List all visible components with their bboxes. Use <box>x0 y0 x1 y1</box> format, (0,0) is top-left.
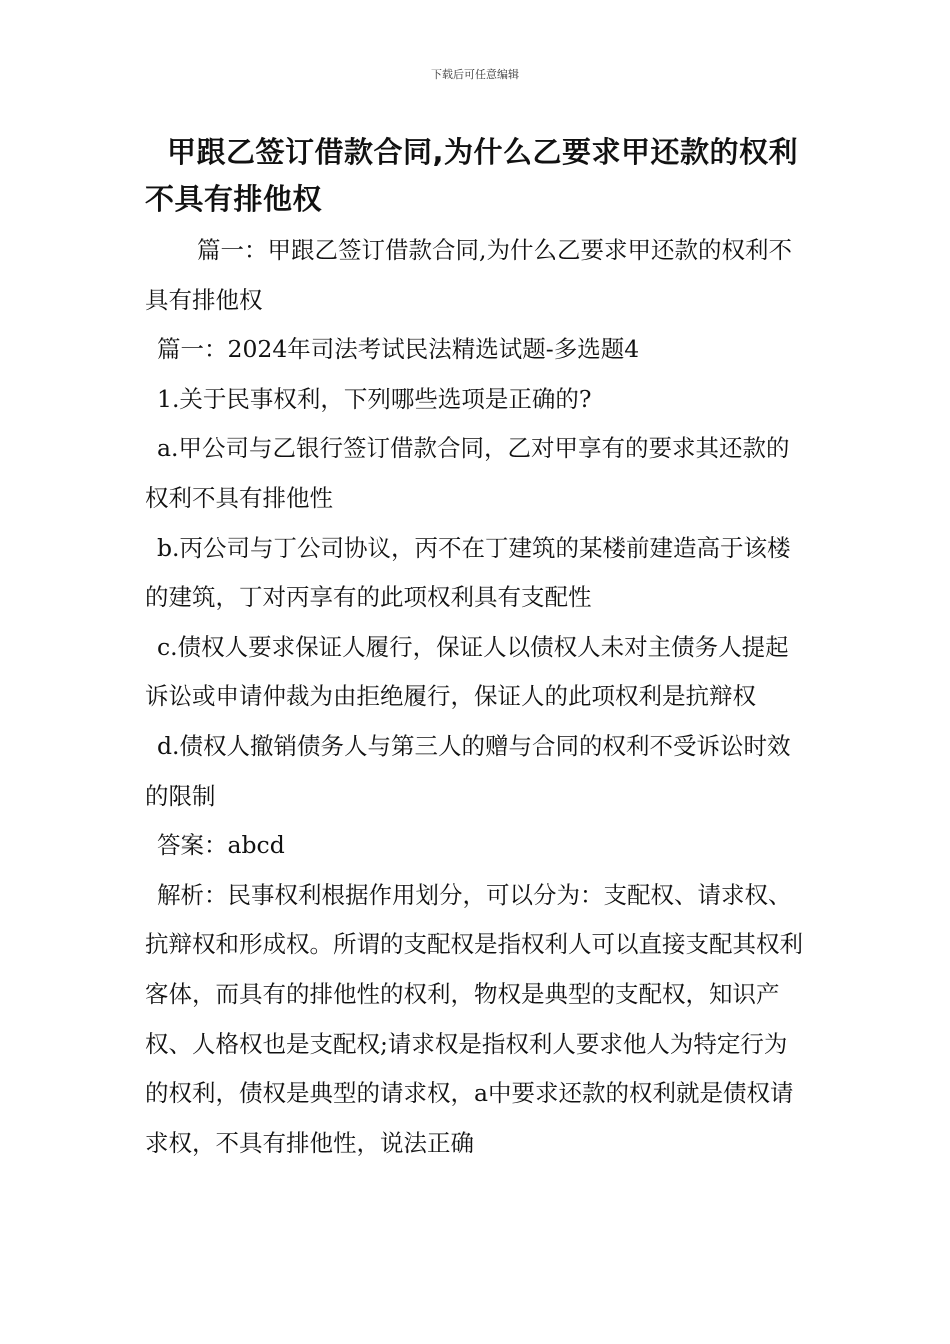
paragraph-section-heading: 篇一：2024年司法考试民法精选试题-多选题4 <box>157 335 640 364</box>
paragraph-analysis: 解析：民事权利根据作用划分，可以分为：支配权、请求权、抗辩权和形成权。所谓的支配权是指权利人可以直接支配其权利客体，而具有的排他性的权利，物权是典型的支配权，知识产权、人格权也是支配权;请求权是指权利人要求他人为特定行为的权利，债权是典型的请求权，a中要求还款的权利就是债权请求权，不具有排他性，说法正确 <box>145 880 803 1157</box>
document-title: 甲跟乙签订借款合同,为什么乙要求甲还款的权利不具有排他权 <box>145 135 799 216</box>
paragraph-answer: 答案：abcd <box>157 831 285 860</box>
paragraph-option-c: c.债权人要求保证人履行，保证人以债权人未对主债务人提起诉讼或申请仲裁为由拒绝履行，保证人的此项权利是抗辩权 <box>145 632 789 711</box>
paragraph-option-d: d.债权人撤销债务人与第三人的赠与合同的权利不受诉讼时效的限制 <box>145 731 791 810</box>
document-body <box>145 226 807 1168</box>
paragraph-intro: 篇一：甲跟乙签订借款合同,为什么乙要求甲还款的权利不具有排他权 <box>145 236 792 314</box>
paragraph-option-a: a.甲公司与乙银行签订借款合同，乙对甲享有的要求其还款的权利不具有排他性 <box>145 434 790 512</box>
paragraph-option-b: b.丙公司与丁公司协议，丙不在丁建筑的某楼前建造高于该楼的建筑，丁对丙享有的此项权利具有支配性 <box>145 533 791 612</box>
paragraph-question: 1.关于民事权利，下列哪些选项是正确的? <box>157 384 592 413</box>
page-header-note: 下载后可任意编辑 <box>431 68 519 81</box>
